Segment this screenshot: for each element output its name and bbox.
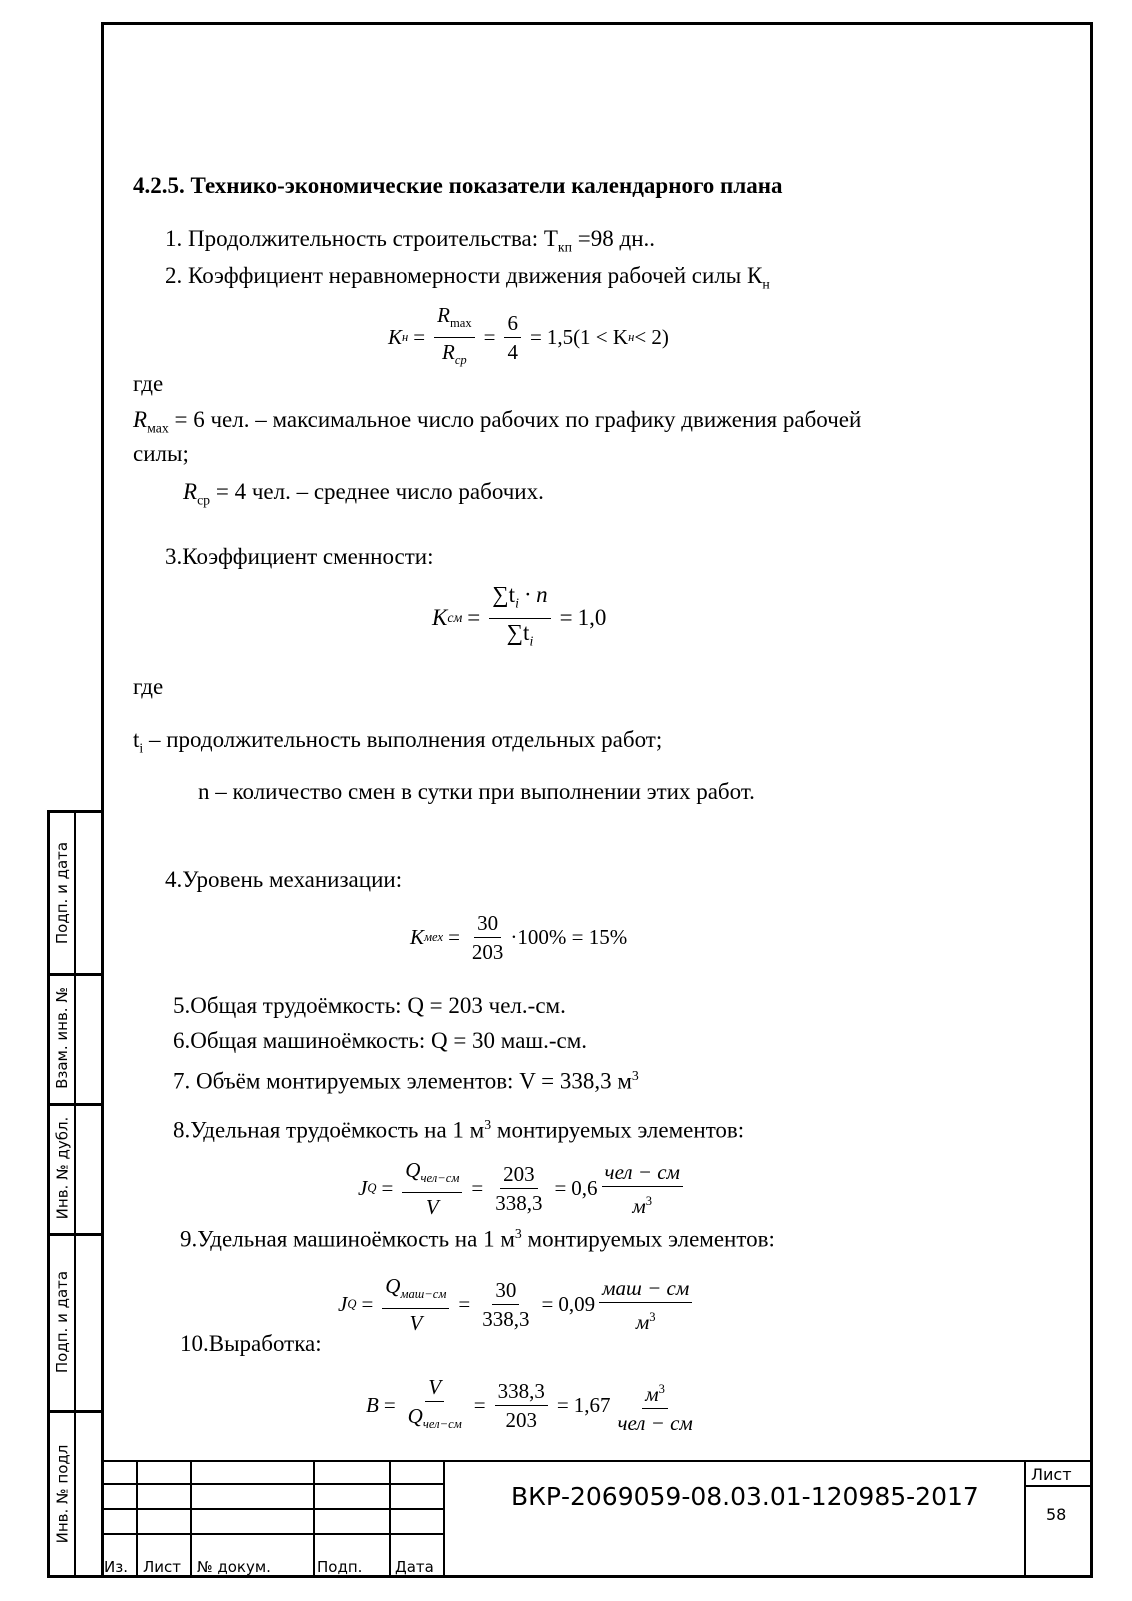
formula-specific-machine: J Q = $\frac{Q_{маш-см}}{V}$ = $\frac{30}{338,3}$ = 0,09 $\frac{\text{маш − см}}{м^3}$ [338, 1273, 696, 1336]
rmax-definition: $R_{мах} = 6$ чел. – максимальное число рабочих по графику движения рабочей [133, 407, 862, 436]
item-specific-machine: 9.Удельная машиноёмкость на 1 $м^3$ монтируемых элементов: [180, 1226, 775, 1252]
item-specific-labor: 8.Удельная трудоёмкость на 1 $м^3$ монтируемых элементов: [173, 1117, 745, 1143]
formula-specific-labor: J Q = $\frac{Q_{чел-см}}{V}$ = $\frac{203}{338,3}$ = 0,6 $\frac{\text{чел − см}}{м^3}$ [358, 1157, 687, 1220]
stamp-col-sign: Подп. [317, 1558, 363, 1576]
where-label-2: где [133, 674, 164, 699]
n-definition: n – количество смен в сутки при выполнении этих работ. [198, 779, 755, 804]
formula-output: B = $\frac{V}{Q_{чел-см}}$ = $\frac{338,3}{203}$ = 1,67 $\frac{м^3}{\text{чел − см}}$ [366, 1375, 693, 1435]
formula-shift: K см = $\frac{\sum t_i \cdot n}{\sum t_i}$ = 1,0 [432, 582, 607, 649]
side-label-dup-inv: Инв. № дубл. [53, 1116, 72, 1220]
where-label-1: где [133, 371, 164, 396]
item-volume: 7. Объём монтируемых элементов: V = 338,3 $м^3$ [173, 1068, 639, 1094]
rmax-definition-cont: силы; [133, 441, 189, 466]
formula-unevenness: K н = $\frac{R_{max}}{R_{ср}}$ = $\frac{6}{4}$ = 1,5(1 < K н < 2) [388, 303, 669, 368]
side-label-sign-date-1: Подп. и дата [53, 841, 71, 945]
item-unevenness: 2. Коэффициент неравномерности движения рабочей силы $К_н$ [165, 263, 770, 292]
rcp-definition: $R_{ср} = 4$ чел. – среднее число рабочих. [183, 479, 544, 508]
item-shift-coefficient: 3.Коэффициент сменности: [165, 544, 434, 569]
item-duration: 1. Продолжительность строительства: $Т_{кп} =98$ дн.. [165, 226, 655, 255]
item-labor-intensity: 5.Общая трудоёмкость: Q = 203 чел.-см. [173, 993, 566, 1018]
item-machine-intensity: 6.Общая машиноёмкость: Q = 30 маш.-см. [173, 1028, 588, 1053]
side-label-replace-inv: Взам. инв. № [53, 987, 71, 1089]
ti-definition: $t_i$ – продолжительность выполнения отдельных работ; [133, 727, 663, 756]
section-heading: 4.2.5. Технико-экономические показатели календарного плана [133, 173, 783, 198]
item-mechanization: 4.Уровень механизации: [165, 867, 403, 892]
stamp-col-doc: № докум. [197, 1558, 271, 1576]
stamp-col-date: Дата [395, 1558, 434, 1576]
sheet-number: 58 [1046, 1505, 1067, 1524]
title-block [101, 1460, 1093, 1578]
side-stamp [47, 810, 104, 1578]
stamp-col-change: Из. [104, 1558, 128, 1576]
sheet-label: Лист [1031, 1465, 1072, 1484]
side-label-orig-inv: Инв. № подл [53, 1444, 71, 1544]
side-label-sign-date-2: Подп. и дата [53, 1270, 71, 1373]
item-output: 10.Выработка: [180, 1331, 322, 1356]
formula-mechanization: K мех = $\frac{30}{203}$ ·100% = 15% [410, 911, 628, 964]
document-number: ВКР-2069059-08.03.01-120985-2017 [511, 1482, 979, 1511]
stamp-col-sheet: Лист [143, 1558, 182, 1576]
